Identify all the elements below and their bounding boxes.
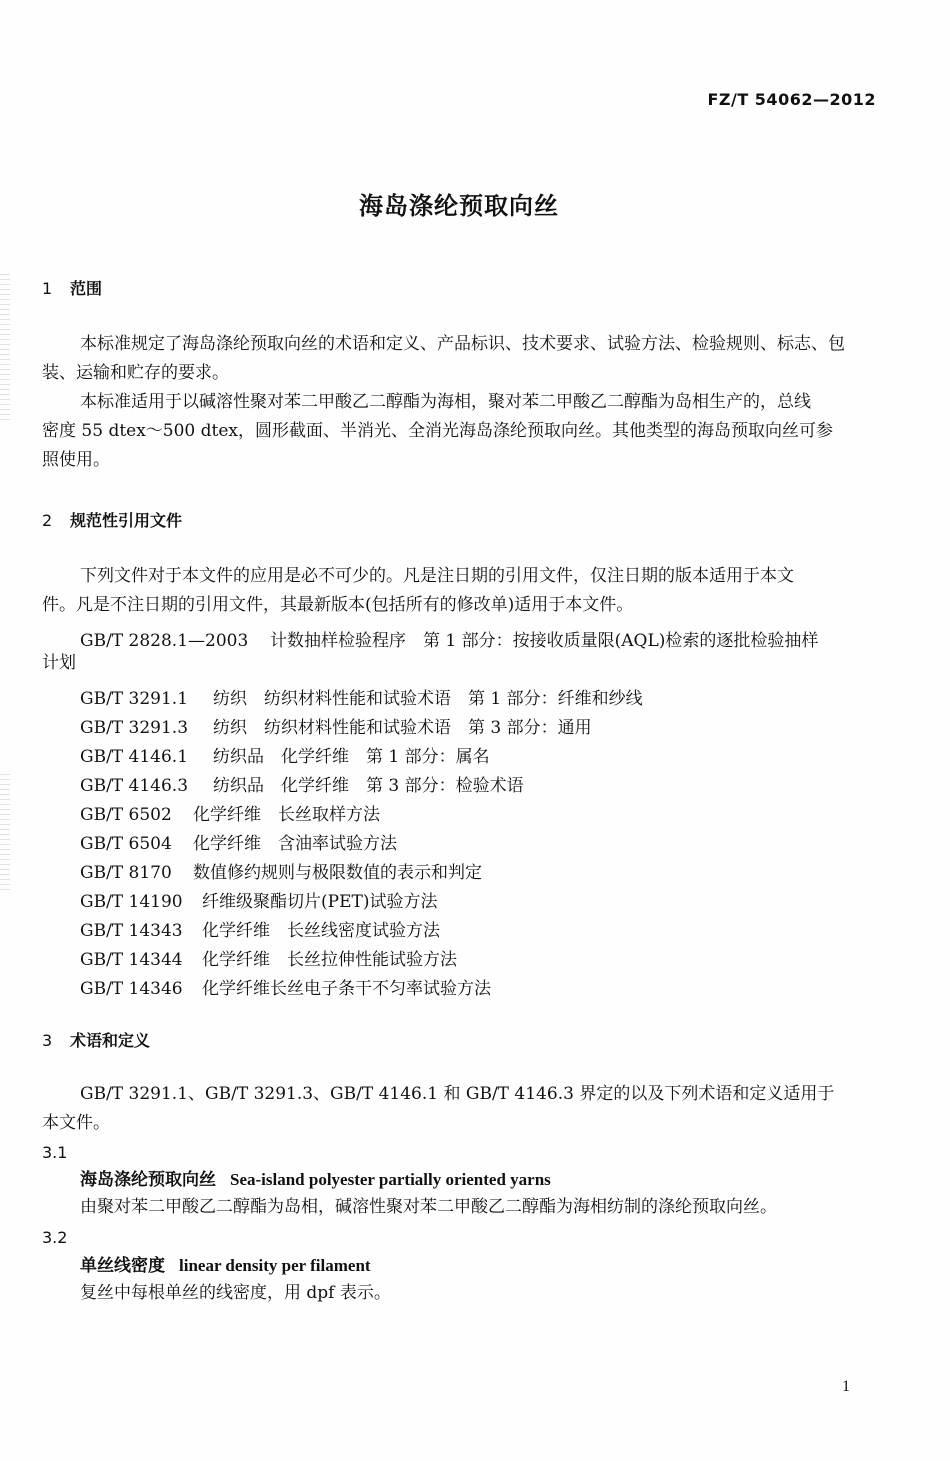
reference-code: GB/T 6502 (80, 805, 172, 825)
reference-item (80, 887, 437, 912)
reference-item (80, 800, 380, 825)
reference-item (80, 945, 457, 970)
section-number: 3 (42, 1031, 53, 1050)
reference-title: 化学纤维 长丝拉伸性能试验方法 (202, 950, 457, 970)
page-number: 1 (842, 1378, 850, 1395)
section-number: 2 (42, 511, 53, 530)
reference-title: 计数抽样检验程序 第 1 部分：按接收质量限(AQL)检索的逐批检验抽样 (270, 631, 819, 651)
reference-code: GB/T 14346 (80, 979, 183, 999)
reference-item (80, 829, 397, 854)
reference-item (80, 684, 643, 709)
reference-title: 纺织品 化学纤维 第 3 部分：检验术语 (213, 776, 524, 796)
reference-item (80, 771, 524, 796)
section-number: 1 (42, 279, 53, 298)
term-definition: 由聚对苯二甲酸乙二醇酯为岛相，碱溶性聚对苯二甲酸乙二醇酯为海相纺制的涤纶预取向丝。 (80, 1197, 777, 1217)
section-2-heading (42, 508, 182, 531)
reference-continuation: 计划 (42, 653, 76, 673)
paragraph-line: 本标准适用于以碱溶性聚对苯二甲酸乙二醇酯为海相，聚对苯二甲酸乙二醇酯为岛相生产的，总线 (80, 392, 811, 412)
reference-code: GB/T 4146.1 (80, 747, 189, 767)
paragraph-line: 本文件。 (42, 1113, 110, 1133)
term-number: 3.2 (42, 1228, 68, 1247)
reference-item (80, 974, 491, 999)
term-heading (80, 1257, 371, 1275)
term-chinese: 海岛涤纶预取向丝 (80, 1170, 216, 1190)
reference-code: GB/T 4146.3 (80, 776, 189, 796)
reference-title: 纤维级聚酯切片(PET)试验方法 (202, 892, 438, 912)
reference-code: GB/T 6504 (80, 834, 172, 854)
reference-item (80, 713, 592, 738)
reference-title: 数值修约规则与极限数值的表示和判定 (193, 863, 482, 883)
reference-title: 纺织品 化学纤维 第 1 部分：属名 (213, 747, 490, 767)
section-1-heading (42, 276, 102, 299)
reference-item (80, 916, 440, 941)
document-title: 海岛涤纶预取向丝 (359, 192, 559, 220)
paragraph-line: 件。凡是不注日期的引用文件，其最新版本(包括所有的修改单)适用于本文件。 (42, 595, 634, 615)
scan-edge-noise (0, 770, 10, 890)
section-title: 范围 (70, 279, 103, 298)
paragraph-line: 本标准规定了海岛涤纶预取向丝的术语和定义、产品标识、技术要求、试验方法、检验规则、标志、包 (80, 334, 845, 354)
term-english: Sea-island polyester partially oriented yarns (230, 1170, 551, 1189)
reference-item (80, 742, 490, 767)
term-number: 3.1 (42, 1143, 68, 1162)
section-title: 术语和定义 (70, 1031, 151, 1050)
paragraph-line: 照使用。 (42, 450, 110, 470)
paragraph-line: 密度 55 dtex～500 dtex，圆形截面、半消光、全消光海岛涤纶预取向丝。其他类型的海岛预取向丝可参 (42, 421, 834, 441)
reference-title: 纺织 纺织材料性能和试验术语 第 3 部分：通用 (213, 718, 592, 738)
reference-code: GB/T 14344 (80, 950, 183, 970)
reference-item (80, 858, 482, 883)
reference-title: 化学纤维 含油率试验方法 (193, 834, 397, 854)
reference-code: GB/T 14343 (80, 921, 183, 941)
reference-code: GB/T 14190 (80, 892, 183, 912)
reference-title: 化学纤维 长丝取样方法 (193, 805, 380, 825)
term-chinese: 单丝线密度 (80, 1256, 165, 1276)
paragraph-line: 装、运输和贮存的要求。 (42, 363, 229, 383)
reference-code: GB/T 2828.1—2003 (80, 631, 249, 651)
term-english: linear density per filament (179, 1256, 371, 1275)
term-heading (80, 1171, 551, 1189)
reference-title: 化学纤维 长丝线密度试验方法 (202, 921, 440, 941)
reference-code: GB/T 8170 (80, 863, 172, 883)
section-3-heading (42, 1028, 150, 1051)
reference-title: 化学纤维长丝电子条干不匀率试验方法 (202, 979, 491, 999)
paragraph-line: 下列文件对于本文件的应用是必不可少的。凡是注日期的引用文件，仅注日期的版本适用于本文 (80, 566, 794, 586)
reference-item (80, 626, 818, 651)
scan-edge-noise (0, 270, 10, 420)
reference-title: 纺织 纺织材料性能和试验术语 第 1 部分：纤维和纱线 (213, 689, 643, 709)
term-definition: 复丝中每根单丝的线密度，用 dpf 表示。 (80, 1283, 391, 1303)
section-title: 规范性引用文件 (70, 511, 183, 530)
paragraph-line: GB/T 3291.1、GB/T 3291.3、GB/T 4146.1 和 GB/T 4146.3 界定的以及下列术语和定义适用于 (80, 1084, 835, 1104)
document-code: FZ/T 54062—2012 (707, 90, 876, 109)
reference-code: GB/T 3291.3 (80, 718, 189, 738)
reference-code: GB/T 3291.1 (80, 689, 189, 709)
